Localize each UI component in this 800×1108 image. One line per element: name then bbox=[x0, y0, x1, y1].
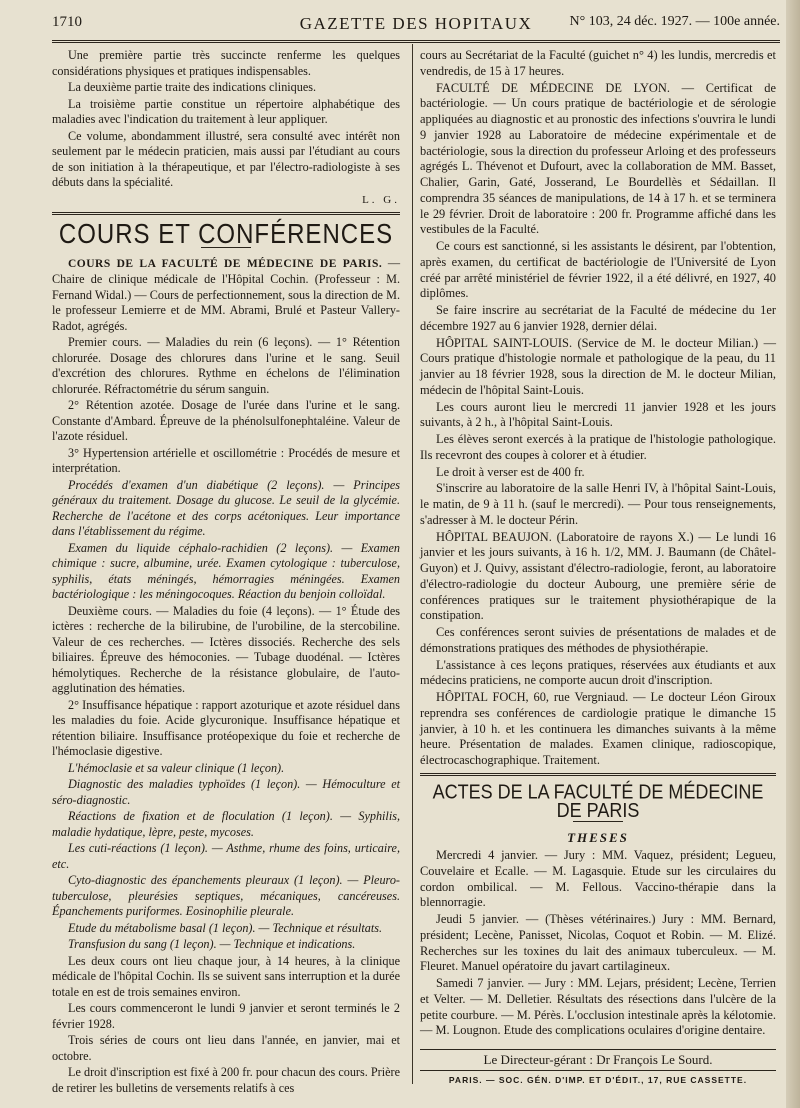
issue-info: N° 103, 24 déc. 1927. — 100e année. bbox=[569, 14, 780, 29]
course-paragraph: 2° Rétention azotée. Dosage de l'urée dans l'urine et le sang. Constante d'Ambard. Épreuve de la phénolsulfonephtaléine. Valeur de l'azote résiduel. bbox=[52, 398, 400, 443]
thesis-entry: Mercredi 4 janvier. — Jury : MM. Vaquez, président; Legueu, Couvelaire et Ecalle. — M. Lagasquie. Etude sur les circulaires du cordon ombilical. — M. Fellous. Vaccino-thérapie dans la blennorragie. bbox=[420, 848, 776, 910]
left-column bbox=[52, 48, 400, 1097]
foch-paragraph: HÔPITAL FOCH, 60, rue Vergniaud. — Le docteur Léon Giroux reprendra ses conférences de cardiologie pratique le dimanche 15 janvier, à 10 h. et les continuera les dimanches suivants à la même heure. Présentation de malades. Examen clinique, radioscopique, électrocaschographique. Traitement. bbox=[420, 690, 776, 767]
section-title-actes: ACTES DE LA FACULTÉ DE MÉDECINE DE PARIS bbox=[432, 779, 764, 822]
beaujon-paragraph: Ces conférences seront suivies de présentations de malades et de démonstrations pratiques des méthodes de physiothérapie. bbox=[420, 625, 776, 655]
course-paragraph: Premier cours. — Maladies du rein (6 leçons). — 1° Rétention chlorurée. Dosage des chlorures dans l'urine et le sang. Seuil d'excrétion des chlorures. Rythme en échelons de l'élimination chlorurée. Réfractométrie du sérum sanguin. bbox=[52, 335, 400, 396]
saint-louis-paragraph: Les cours auront lieu le mercredi 11 janvier 1928 et les jours suivants, à 2 h., à l'hôpital Saint-Louis. bbox=[420, 399, 776, 430]
course-paragraph: Transfusion du sang (1 leçon). — Technique et indications. bbox=[68, 937, 356, 951]
intro-paragraph: Ce volume, abondamment illustré, sera consulté avec intérêt non seulement par le médecin praticien, mais aussi par l'étudiant au cours de son initiation à la thérapeutique, et par l'électro-radiologiste à ses débuts dans la spécialité. bbox=[52, 128, 400, 189]
course-paragraph: Trois séries de cours ont lieu dans l'année, en janvier, mai et octobre. bbox=[52, 1033, 400, 1063]
course-paragraph: Les cuti-réactions (1 leçon). — Asthme, rhume des foins, urticaire, etc. bbox=[52, 841, 400, 871]
intro-paragraph: Une première partie très succincte renferme les quelques considérations physiques et pratiques indispensables. bbox=[52, 48, 400, 78]
course-paragraph: Diagnostic des maladies typhoïdes (1 leçon). — Hémoculture et séro-diagnostic. bbox=[52, 777, 400, 807]
course-paragraph: Les deux cours ont lieu chaque jour, à 14 heures, à la clinique médicale de l'hôpital Cochin. Ils se suivent sans interruption et la durée totale en est de trois semaines environ. bbox=[52, 953, 400, 999]
intro-paragraph: La troisième partie constitue un répertoire alphabétique des maladies avec l'indication du traitement à leur appliquer. bbox=[52, 96, 400, 126]
journal-title: GAZETTE DES HOPITAUX bbox=[299, 14, 533, 33]
section-rule bbox=[52, 212, 400, 215]
saint-louis-paragraph: S'inscrire au laboratoire de la salle Henri IV, à l'hôpital Saint-Louis, le matin, de 9 à 11 h. (sauf le mercredi). — Pour tous renseignements, s'adresser à M. le docteur Périn. bbox=[420, 481, 776, 527]
review-signature: L. G. bbox=[362, 193, 400, 206]
course-paragraph: Les cours commenceront le lundi 9 janvier et seront terminés le 2 février 1928. bbox=[52, 1001, 400, 1031]
page-number: 1710 bbox=[52, 14, 82, 30]
lyon-paragraph: Ce cours est sanctionné, si les assistants le désirent, par l'obtention, après examen, du certificat de bactériologie de l'Université de Lyon créé par arrêté ministériel de février 1922, il a été délivré, en 1927, 40 diplômes. bbox=[420, 239, 776, 301]
beaujon-paragraph: L'assistance à ces leçons pratiques, réservées aux étudiants et aux médecins praticiens, ne comporte aucun droit d'inscription. bbox=[420, 657, 776, 688]
theses-label: THESES bbox=[567, 830, 629, 846]
page-edge bbox=[786, 0, 800, 1108]
course-paragraph: 2° Insuffisance hépatique : rapport azoturique et azote résiduel dans les maladies du foie. Acide glycuronique. Insuffisance hépatique et rétention biliaire. Insuffisance protéopexique du foie et recherche de l'hémoclasie digestive. bbox=[52, 697, 400, 758]
lyon-paragraph: Se faire inscrire au secrétariat de la Faculté de médecine du 1er décembre 1927 au 6 janvier 1928, dernier délai. bbox=[420, 303, 776, 333]
course-paragraph: Le droit d'inscription est fixé à 200 fr. pour chacun des cours. Prière de retirer les bulletins de versements relatifs à ces bbox=[52, 1065, 400, 1095]
section-title-cours: COURS ET CONFÉRENCES bbox=[58, 218, 394, 250]
saint-louis-paragraph: Les élèves seront exercés à la pratique de l'histologie pathologique. Ils recevront des coupes à colorer et à étudier. bbox=[420, 432, 776, 462]
course-paragraph: Etude du métabolisme basal (1 leçon). — Technique et résultats. bbox=[68, 920, 383, 935]
course-paragraph: Réactions de fixation et de floculation (1 leçon). — Syphilis, maladie hydatique, lèpre, peste, mycoses. bbox=[52, 809, 400, 839]
course-paragraph: Procédés d'examen d'un diabétique (2 leçons). — Principes généraux du traitement. Dosage du glucose. Le seuil de la glycémie. Recherche de l'acétone et des corps acétoniques. Leur importance dans l'établissement du régime. bbox=[52, 477, 400, 538]
course-heading: COURS DE LA FACULTÉ DE MÉDECINE DE PARIS. bbox=[68, 257, 383, 270]
right-column bbox=[420, 48, 776, 1089]
course-intro: — Chaire de clinique médicale de l'Hôpital Cochin. (Professeur : M. Fernand Widal.) — Cours de perfectionnement, sous la direction de M. le professeur Lemierre et de MM. Abrami, Brulé et Pasteur Vallery-Radot, agrégés. bbox=[52, 255, 400, 333]
section-rule bbox=[420, 773, 776, 776]
title-underline bbox=[573, 821, 623, 822]
thesis-entry: Samedi 7 janvier. — Jury : MM. Lejars, président; Lecène, Terrien et Velter. — M. Delletier. Résultats des résections dans l'ulcère de la petite courbure. — M. Pérès. L'occlusion intestinale après la kélotomie. — M. Lougnon. Etude des complications oculaires d'origine dentaire. bbox=[420, 976, 776, 1038]
lyon-paragraph: FACULTÉ DE MÉDECINE DE LYON. — Certificat de bactériologie. — Un cours pratique de bactériologie et de sérologie appliquées au diagnostic et au pronostic des infections s'ouvrira le lundi 9 janvier 1928 au Laboratoire de médecine expérimentale et de bactériologie, sous la direction du professeur Arloing et des professeurs agrégés L. Thévenot et Dufourt, avec la collaboration de MM. Basset, Chalier, Garin, Gaté, Josserand, Le Bourdellès et Sédaillan. Il comprendra 35 séances de manipulations, de 14 à 17 h. et se terminera le 29 février. Droit de laboratoire : 200 fr. Programme affiché dans les vestibules de la Faculté. bbox=[420, 80, 776, 237]
course-paragraph: Examen du liquide céphalo-rachidien (2 leçons). — Examen chimique : sucre, albumine, urée. Examen cytologique : tuberculose, syphilis, états méningés, hémorragies méningées. Examen bactériologique : les méningocoques. Réaction du benjoin colloïdal. bbox=[52, 540, 400, 601]
director-signature: Le Directeur-gérant : Dr François Le Sourd. bbox=[420, 1049, 776, 1068]
course-paragraph: Deuxième cours. — Maladies du foie (4 leçons). — 1° Étude des ictères : recherche de la bilirubine, de l'urobiline, de la stercobiline. Valeur de ces recherches. — Ictères dissociés. Recherche des sels biliaires. Épreuve des hémoconies. — Tubage duodénal. — Ictères hémolytiques. Recherche de la résistance globulaire, de l'auto-agglutination des hématies. bbox=[52, 603, 400, 695]
course-paragraph: Cyto-diagnostic des épanchements pleuraux (1 leçon). — Pleuro-tuberculose, pleurésies septiques, mécaniques, cancéreuses. Épanchements puriformes. Eosinophilie pleurale. bbox=[52, 873, 400, 918]
course-paragraph: cours au Secrétariat de la Faculté (guichet n° 4) les lundis, mercredis et vendredis, de 15 à 17 heures. bbox=[420, 48, 776, 78]
column-divider bbox=[412, 44, 413, 1084]
course-paragraph: 3° Hypertension artérielle et oscillométrie : Procédés de mesure et interprétation. bbox=[52, 445, 400, 475]
course-paragraph: L'hémoclasie et sa valeur clinique (1 leçon). bbox=[68, 760, 285, 775]
thesis-entry: Jeudi 5 janvier. — (Thèses vétérinaires.) Jury : MM. Bernard, président; Lecène, Panisset, Nicolas, Coquot et Robin. — M. Elizé. Recherches sur les toxines du lait des animaux tuberculeux. — M. Fleuret. Manuel opératoire du javart cartilagineux. bbox=[420, 912, 776, 974]
header-rule bbox=[52, 40, 780, 43]
printer-address: PARIS. — SOC. GÉN. D'IMP. ET D'ÉDIT., 17, RUE CASSETTE. bbox=[420, 1070, 776, 1089]
beaujon-paragraph: HÔPITAL BEAUJON. (Laboratoire de rayons X.) — Le lundi 16 janvier et les jours suivants, à 16 h. 1/2, MM. J. Baumann (de Châtel-Guyon) et J. Quivy, assistant d'électro-radiologie, feront, au laboratoire d'électro-radiologie du docteur Aubourg, une première série de conférences pratiques sur le traitement physiothérapique de la constipation. bbox=[420, 529, 776, 623]
intro-paragraph: La deuxième partie traite des indications cliniques. bbox=[68, 80, 317, 94]
saint-louis-paragraph: HÔPITAL SAINT-LOUIS. (Service de M. le docteur Milian.) — Cours pratique d'histologie normale et pathologique de la peau, du 11 janvier au 18 février 1928, sous la direction de M. le docteur Milian, médecin de l'hôpital Saint-Louis. bbox=[420, 335, 776, 397]
saint-louis-paragraph: Le droit à verser est de 400 fr. bbox=[436, 464, 585, 479]
